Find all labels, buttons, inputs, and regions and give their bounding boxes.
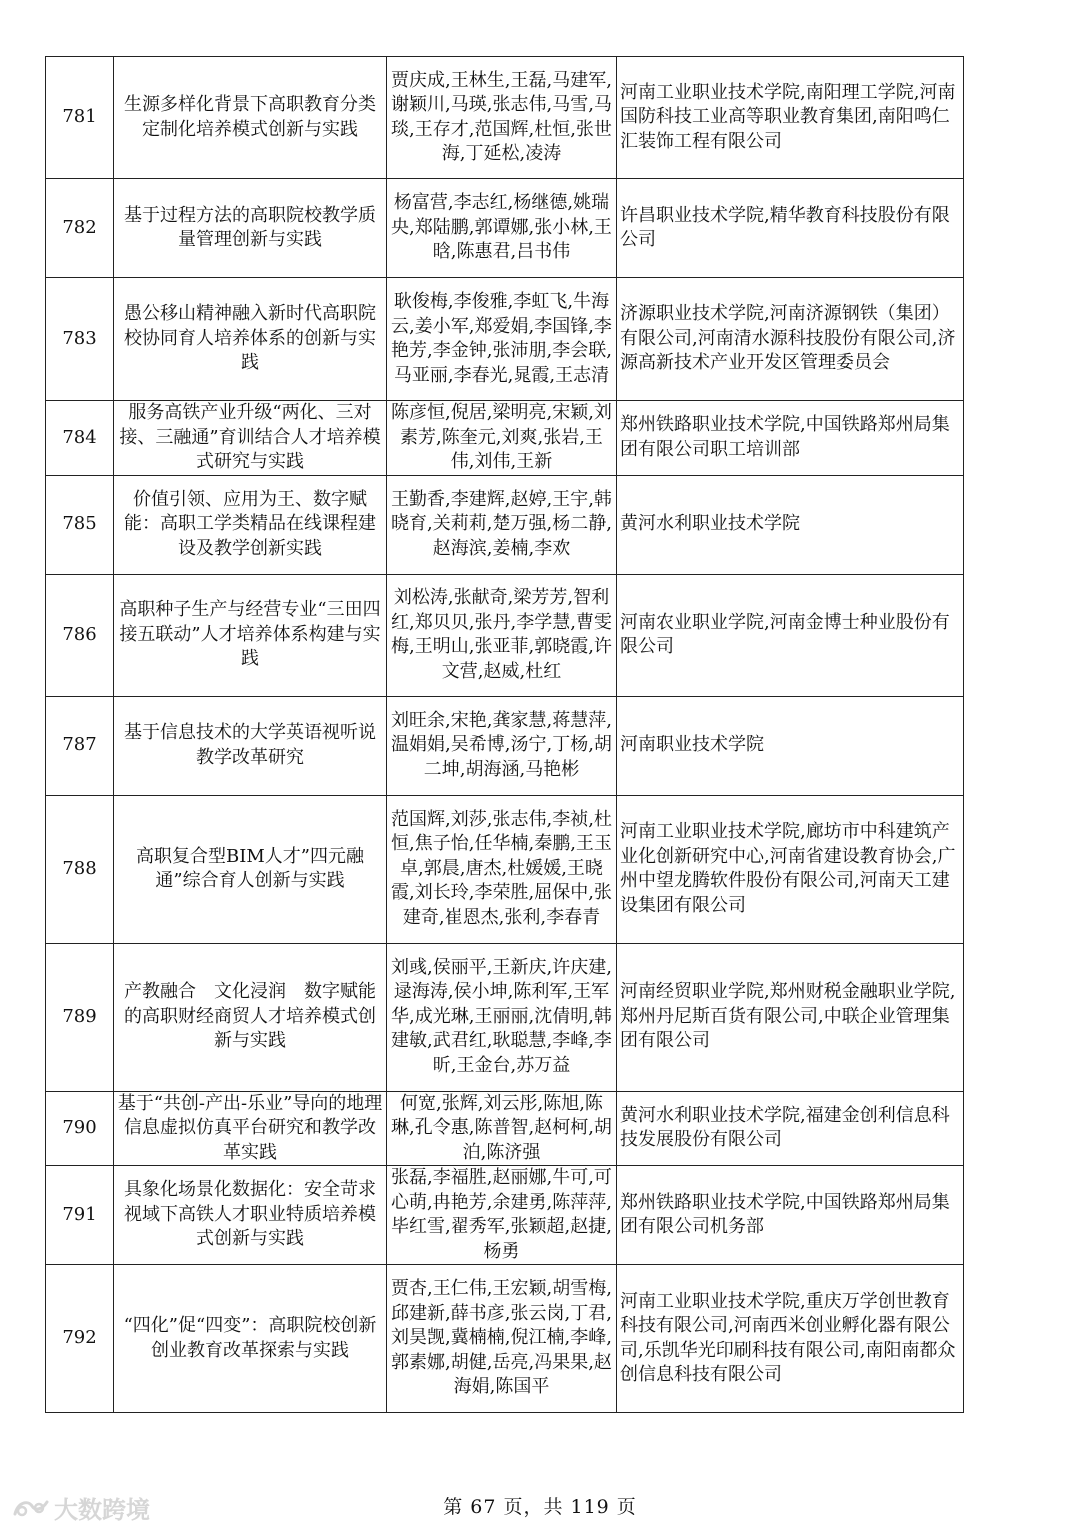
project-title: 高职种子生产与经营专业“三田四接五联动”人才培养体系构建与实践 — [114, 574, 387, 696]
project-title: 基于“共创-产出-乐业”导向的地理信息虚拟仿真平台研究和教学改革实践 — [114, 1091, 387, 1166]
institutions: 河南工业职业技术学院,廊坊市中科建筑产业化创新研究中心,河南省建设教育协会,广州中望龙腾软件股份有限公司,河南天工建设集团有限公司 — [617, 795, 964, 943]
table-row — [46, 475, 964, 574]
row-number: 786 — [46, 574, 114, 696]
institutions: 河南职业技术学院 — [617, 696, 964, 795]
member-names: 张磊,李福胜,赵丽娜,牛可,可心萌,冉艳芳,余建勇,陈萍萍,毕红雪,翟秀军,张颖超,赵捷,杨勇 — [387, 1166, 617, 1265]
project-title: 具象化场景化数据化：安全苛求视域下高铁人才职业特质培养模式创新与实践 — [114, 1166, 387, 1265]
row-number: 787 — [46, 696, 114, 795]
member-names: 贾杏,王仁伟,王宏颖,胡雪梅,邱建新,薛书彦,张云岗,丁君,刘昊觊,冀楠楠,倪江楠,李峰,郭素娜,胡健,岳亮,冯果果,赵海娟,陈国平 — [387, 1265, 617, 1413]
watermark-text: 大数跨境 — [54, 1496, 150, 1524]
project-title: 高职复合型BIM人才”四元融通”综合育人创新与实践 — [114, 795, 387, 943]
institutions: 黄河水利职业技术学院,福建金创利信息科技发展股份有限公司 — [617, 1091, 964, 1166]
row-number: 790 — [46, 1091, 114, 1166]
row-number: 785 — [46, 475, 114, 574]
member-names: 王勤香,李建辉,赵婷,王宇,韩晓育,关莉莉,楚万强,杨二静,赵海滨,姜楠,李欢 — [387, 475, 617, 574]
member-names: 耿俊梅,李俊雅,李虹飞,牛海云,姜小军,郑爱娟,李国锋,李艳芳,李金钟,张沛朋,李会联,马亚丽,李春光,晁霞,王志清 — [387, 278, 617, 401]
project-title: 服务高铁产业升级“两化、三对接、三融通”育训结合人才培养模式研究与实践 — [114, 401, 387, 476]
institutions: 河南农业职业学院,河南金博士种业股份有限公司 — [617, 574, 964, 696]
row-number: 792 — [46, 1265, 114, 1413]
awards-table — [45, 56, 964, 1413]
member-names: 贾庆成,王林生,王磊,马建军,谢颖川,马瑛,张志伟,马雪,马琰,王存才,范国辉,杜恒,张世海,丁延松,凌涛 — [387, 57, 617, 179]
row-number: 788 — [46, 795, 114, 943]
institutions: 河南工业职业技术学院,重庆万学创世教育科技有限公司,河南西米创业孵化器有限公司,乐凯华光印刷科技有限公司,南阳南都众创信息科技有限公司 — [617, 1265, 964, 1413]
project-title: 基于过程方法的高职院校教学质量管理创新与实践 — [114, 179, 387, 278]
project-title: 愚公移山精神融入新时代高职院校协同育人培养体系的创新与实践 — [114, 278, 387, 401]
row-number: 789 — [46, 943, 114, 1091]
project-title: 生源多样化背景下高职教育分类定制化培养模式创新与实践 — [114, 57, 387, 179]
table-row — [46, 179, 964, 278]
table-row — [46, 795, 964, 943]
project-title: 价值引领、应用为王、数字赋能：高职工学类精品在线课程建设及教学创新实践 — [114, 475, 387, 574]
institutions: 许昌职业技术学院,精华教育科技股份有限公司 — [617, 179, 964, 278]
table-row — [46, 57, 964, 179]
institutions: 黄河水利职业技术学院 — [617, 475, 964, 574]
table-row — [46, 278, 964, 401]
row-number: 783 — [46, 278, 114, 401]
member-names: 刘彧,侯丽平,王新庆,许庆建,逯海涛,侯小坤,陈利军,王军华,成光琳,王丽丽,沈倩明,韩建敏,武君红,耿聪慧,李峰,李昕,王金台,苏万益 — [387, 943, 617, 1091]
table-row — [46, 574, 964, 696]
table-row — [46, 1166, 964, 1265]
table-row — [46, 401, 964, 476]
table-row — [46, 696, 964, 795]
member-names: 杨富营,李志红,杨继德,姚瑞央,郑陆鹏,郭谭娜,张小林,王晗,陈惠君,吕书伟 — [387, 179, 617, 278]
member-names: 何宽,张辉,刘云彤,陈旭,陈琳,孔令惠,陈普智,赵柯柯,胡泊,陈济强 — [387, 1091, 617, 1166]
institutions: 河南经贸职业学院,郑州财税金融职业学院,郑州丹尼斯百货有限公司,中联企业管理集团有限公司 — [617, 943, 964, 1091]
row-number: 782 — [46, 179, 114, 278]
row-number: 784 — [46, 401, 114, 476]
institutions: 河南工业职业技术学院,南阳理工学院,河南国防科技工业高等职业教育集团,南阳鸣仁汇装饰工程有限公司 — [617, 57, 964, 179]
member-names: 陈彦恒,倪居,梁明亮,宋颖,刘素芳,陈奎元,刘爽,张岩,王伟,刘伟,王新 — [387, 401, 617, 476]
member-names: 刘旺余,宋艳,龚家慧,蒋慧萍,温娟娟,吴希博,汤宁,丁杨,胡二坤,胡海涵,马艳彬 — [387, 696, 617, 795]
project-title: “四化”促“四变”：高职院校创新创业教育改革探索与实践 — [114, 1265, 387, 1413]
project-title: 产教融合 文化浸润 数字赋能的高职财经商贸人才培养模式创新与实践 — [114, 943, 387, 1091]
table-row — [46, 1091, 964, 1166]
row-number: 781 — [46, 57, 114, 179]
member-names: 刘松涛,张献奇,梁芳芳,智利红,郑贝贝,张丹,李学慧,曹雯梅,王明山,张亚菲,郭晓霞,许文营,赵威,杜红 — [387, 574, 617, 696]
project-title: 基于信息技术的大学英语视听说教学改革研究 — [114, 696, 387, 795]
member-names: 范国辉,刘莎,张志伟,李祯,杜恒,焦子怡,任华楠,秦鹏,王玉卓,郭晨,唐杰,杜媛媛,王晓霞,刘长玲,李荣胜,屈保中,张建奇,崔恩杰,张利,李春青 — [387, 795, 617, 943]
table-row — [46, 943, 964, 1091]
row-number: 791 — [46, 1166, 114, 1265]
institutions: 济源职业技术学院,河南济源钢铁（集团）有限公司,河南清水源科技股份有限公司,济源高新技术产业开发区管理委员会 — [617, 278, 964, 401]
institutions: 郑州铁路职业技术学院,中国铁路郑州局集团有限公司机务部 — [617, 1166, 964, 1265]
table-row — [46, 1265, 964, 1413]
page-footer: 第 67 页，共 119 页 — [443, 1496, 637, 1518]
institutions: 郑州铁路职业技术学院,中国铁路郑州局集团有限公司职工培训部 — [617, 401, 964, 476]
